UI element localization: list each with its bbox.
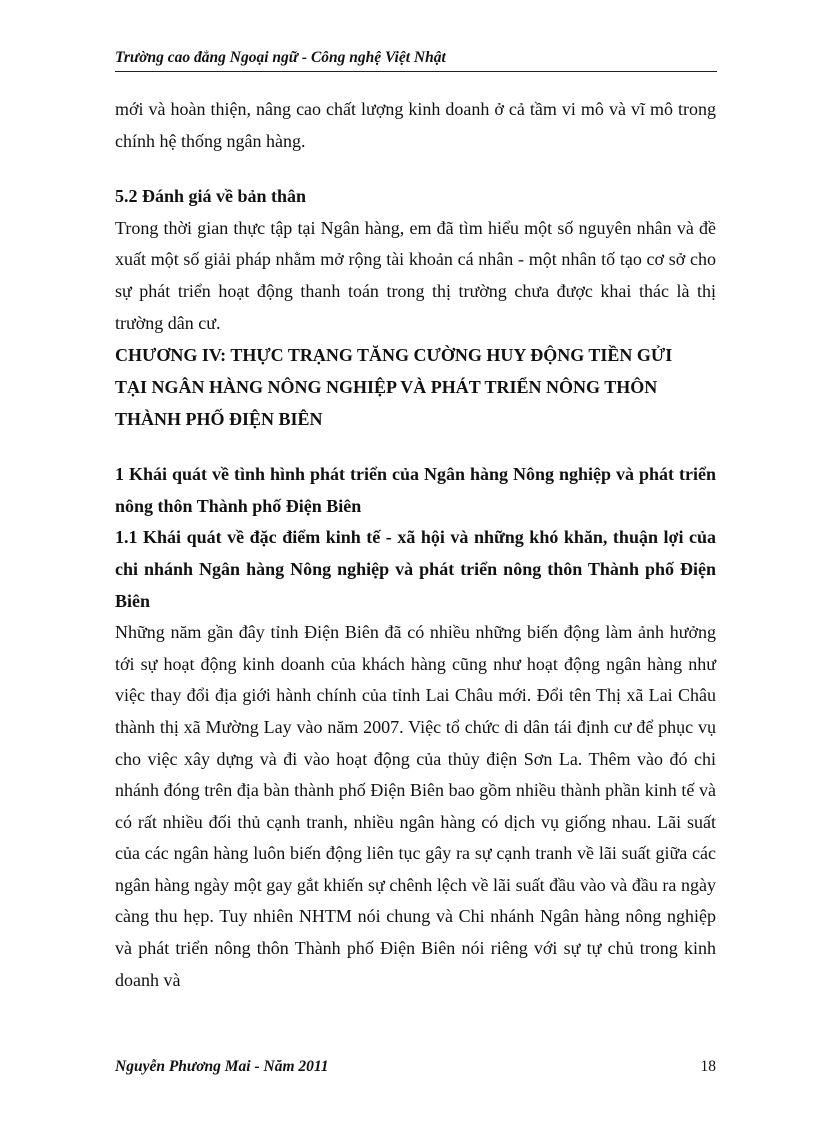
section-heading-1: 1 Khái quát về tình hình phát triển của Ngân hàng Nông nghiệp và phát triển nông thôn Thành phố Điện Biên <box>115 464 716 516</box>
paragraph-continued: mới và hoàn thiện, nâng cao chất lượng kinh doanh ở cả tầm vi mô và vĩ mô trong chính hệ thống ngân hàng. <box>115 99 716 151</box>
page-header: Trường cao đẳng Ngoại ngữ - Công nghệ Việt Nhật <box>115 49 446 66</box>
page-content <box>115 94 716 996</box>
chapter-title-line-2: TẠI NGÂN HÀNG NÔNG NGHIỆP VÀ PHÁT TRIỂN NÔNG THÔN <box>115 377 658 398</box>
paragraph-economic-overview: Những năm gần đây tỉnh Điện Biên đã có nhiều những biến động làm ảnh hưởng tới sự hoạt động kinh doanh của khách hàng cũng như hoạt động ngân hàng như việc thay đổi địa giới hành chính của tỉnh Lai Châu mới. Đổi tên Thị xã Lai Châu thành thị xã Mường Lay vào năm 2007. Việc tổ chức di dân tái định cư để phục vụ cho việc xây dựng và đi vào hoạt động của thủy điện Sơn La. Thêm vào đó chi nhánh đóng trên địa bàn thành phố Điện Biên bao gồm nhiều thành phần kinh tế và có rất nhiều đối thủ cạnh tranh, nhiều ngân hàng có dịch vụ giống nhau. Lãi suất của các ngân hàng luôn biến động liên tục gây ra sự cạnh tranh về lãi suất giữa các ngân hàng ngày một gay gắt khiến sự chênh lệch về lãi suất đầu vào và đầu ra ngày càng thu hẹp. Tuy nhiên NHTM nói chung và Chi nhánh Ngân hàng nông nghiệp và phát triển nông thôn Thành phố Điện Biên nói riêng với sự tự chủ trong kinh doanh và <box>115 622 716 990</box>
footer-author: Nguyễn Phương Mai - Năm 2011 <box>115 1058 329 1075</box>
chapter-title-line-1: CHƯƠNG IV: THỰC TRẠNG TĂNG CƯỜNG HUY ĐỘNG TIỀN GỬI <box>115 345 673 366</box>
section-heading-5-2: 5.2 Đánh giá về bản thân <box>115 186 307 207</box>
page-number: 18 <box>700 1058 716 1075</box>
spacer <box>115 435 716 459</box>
section-heading-1-1: 1.1 Khái quát về đặc điểm kinh tế - xã hội và những khó khăn, thuận lợi của chi nhánh Ngân hàng Nông nghiệp và phát triển nông thôn Thành phố Điện Biên <box>115 527 716 611</box>
chapter-title-line-3: THÀNH PHỐ ĐIỆN BIÊN <box>115 409 323 430</box>
header-divider <box>115 71 717 72</box>
spacer <box>115 157 716 181</box>
paragraph-self-assessment: Trong thời gian thực tập tại Ngân hàng, em đã tìm hiểu một số nguyên nhân và đề xuất một số giải pháp nhằm mở rộng tài khoản cá nhân - một nhân tố tạo cơ sở cho sự phát triển hoạt động thanh toán trong thị trường chưa được khai thác là thị trường dân cư. <box>115 217 716 333</box>
